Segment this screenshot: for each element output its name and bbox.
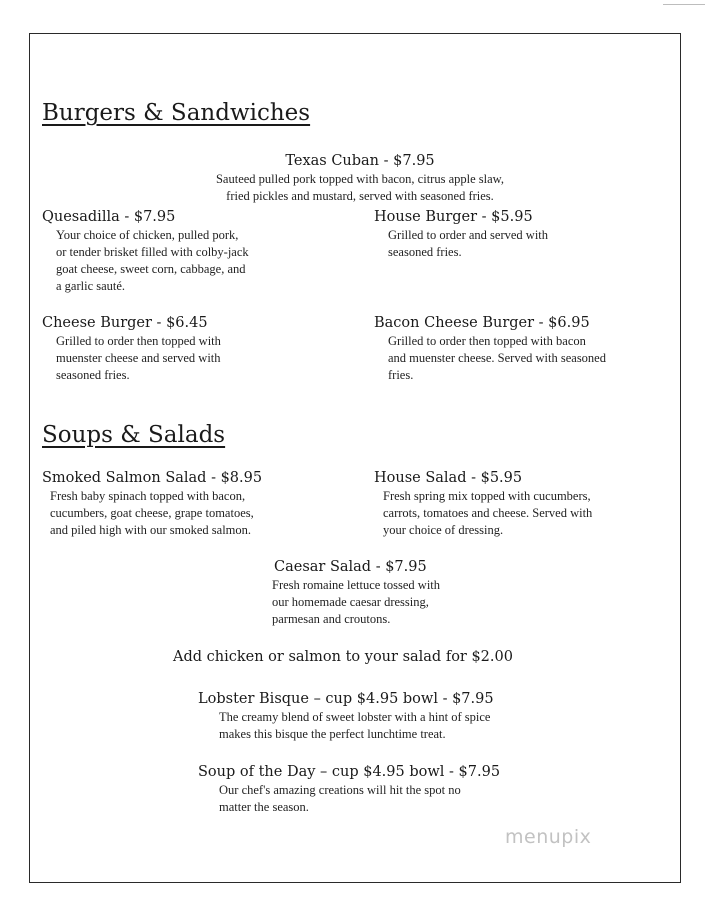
item-title: Lobster Bisque – cup $4.95 bowl - $7.95: [198, 691, 494, 707]
menu-item-house-salad: [374, 468, 592, 539]
item-description: Sauteed pulled pork topped with bacon, citrus apple slaw, fried pickles and mustard, served with seasoned fries.: [215, 172, 504, 203]
menu-note-add-protein: [173, 647, 513, 667]
item-title: Caesar Salad - $7.95: [274, 559, 427, 575]
menu-item-texas-cuban: [170, 151, 550, 205]
menu-item-house-burger: [374, 207, 548, 261]
menu-item-soup-of-the-day: [198, 762, 500, 816]
item-title: House Burger - $5.95: [374, 209, 533, 225]
item-description: Your choice of chicken, pulled pork, or tender brisket filled with colby-jack goat cheese, sweet corn, cabbage, and a garlic sauté.: [56, 228, 249, 293]
section-title-soups: Soups & Salads: [42, 422, 226, 448]
scan-edge-mark: [663, 4, 705, 5]
item-description: Fresh baby spinach topped with bacon, cucumbers, goat cheese, grape tomatoes, and piled high with our smoked salmon.: [50, 489, 254, 537]
item-description: Fresh romaine lettuce tossed with our homemade caesar dressing, parmesan and croutons.: [272, 578, 441, 626]
item-title: Cheese Burger - $6.45: [42, 315, 208, 331]
note-text: Add chicken or salmon to your salad for $2.00: [173, 649, 513, 665]
item-description: Grilled to order then topped with bacon and muenster cheese. Served with seasoned fries.: [388, 334, 606, 382]
item-description: Our chef's amazing creations will hit the spot no matter the season.: [219, 783, 461, 814]
item-title: House Salad - $5.95: [374, 470, 523, 486]
menu-item-lobster-bisque: [198, 689, 494, 743]
section-title-burgers: Burgers & Sandwiches: [42, 100, 311, 126]
item-description: The creamy blend of sweet lobster with a hint of spice makes this bisque the perfect lunchtime treat.: [219, 710, 491, 741]
item-description: Grilled to order then topped with muenster cheese and served with seasoned fries.: [56, 334, 221, 382]
menu-item-bacon-cheese-burger: [374, 313, 606, 384]
item-description: Fresh spring mix topped with cucumbers, carrots, tomatoes and cheese. Served with your choice of dressing.: [383, 489, 593, 537]
item-title: Bacon Cheese Burger - $6.95: [374, 315, 590, 331]
item-title: Soup of the Day – cup $4.95 bowl - $7.95: [198, 764, 501, 780]
item-description: Grilled to order and served with seasoned fries.: [388, 228, 549, 259]
item-title: Smoked Salmon Salad - $8.95: [42, 470, 263, 486]
menu-item-cheese-burger: [42, 313, 221, 384]
item-title: Quesadilla - $7.95: [42, 209, 176, 225]
menu-item-quesadilla: [42, 207, 249, 295]
menu-item-caesar-salad: [272, 557, 440, 628]
menu-item-smoked-salmon-salad: [42, 468, 262, 539]
item-title: Texas Cuban - $7.95: [285, 153, 435, 169]
watermark-logo: menupix: [505, 826, 592, 848]
